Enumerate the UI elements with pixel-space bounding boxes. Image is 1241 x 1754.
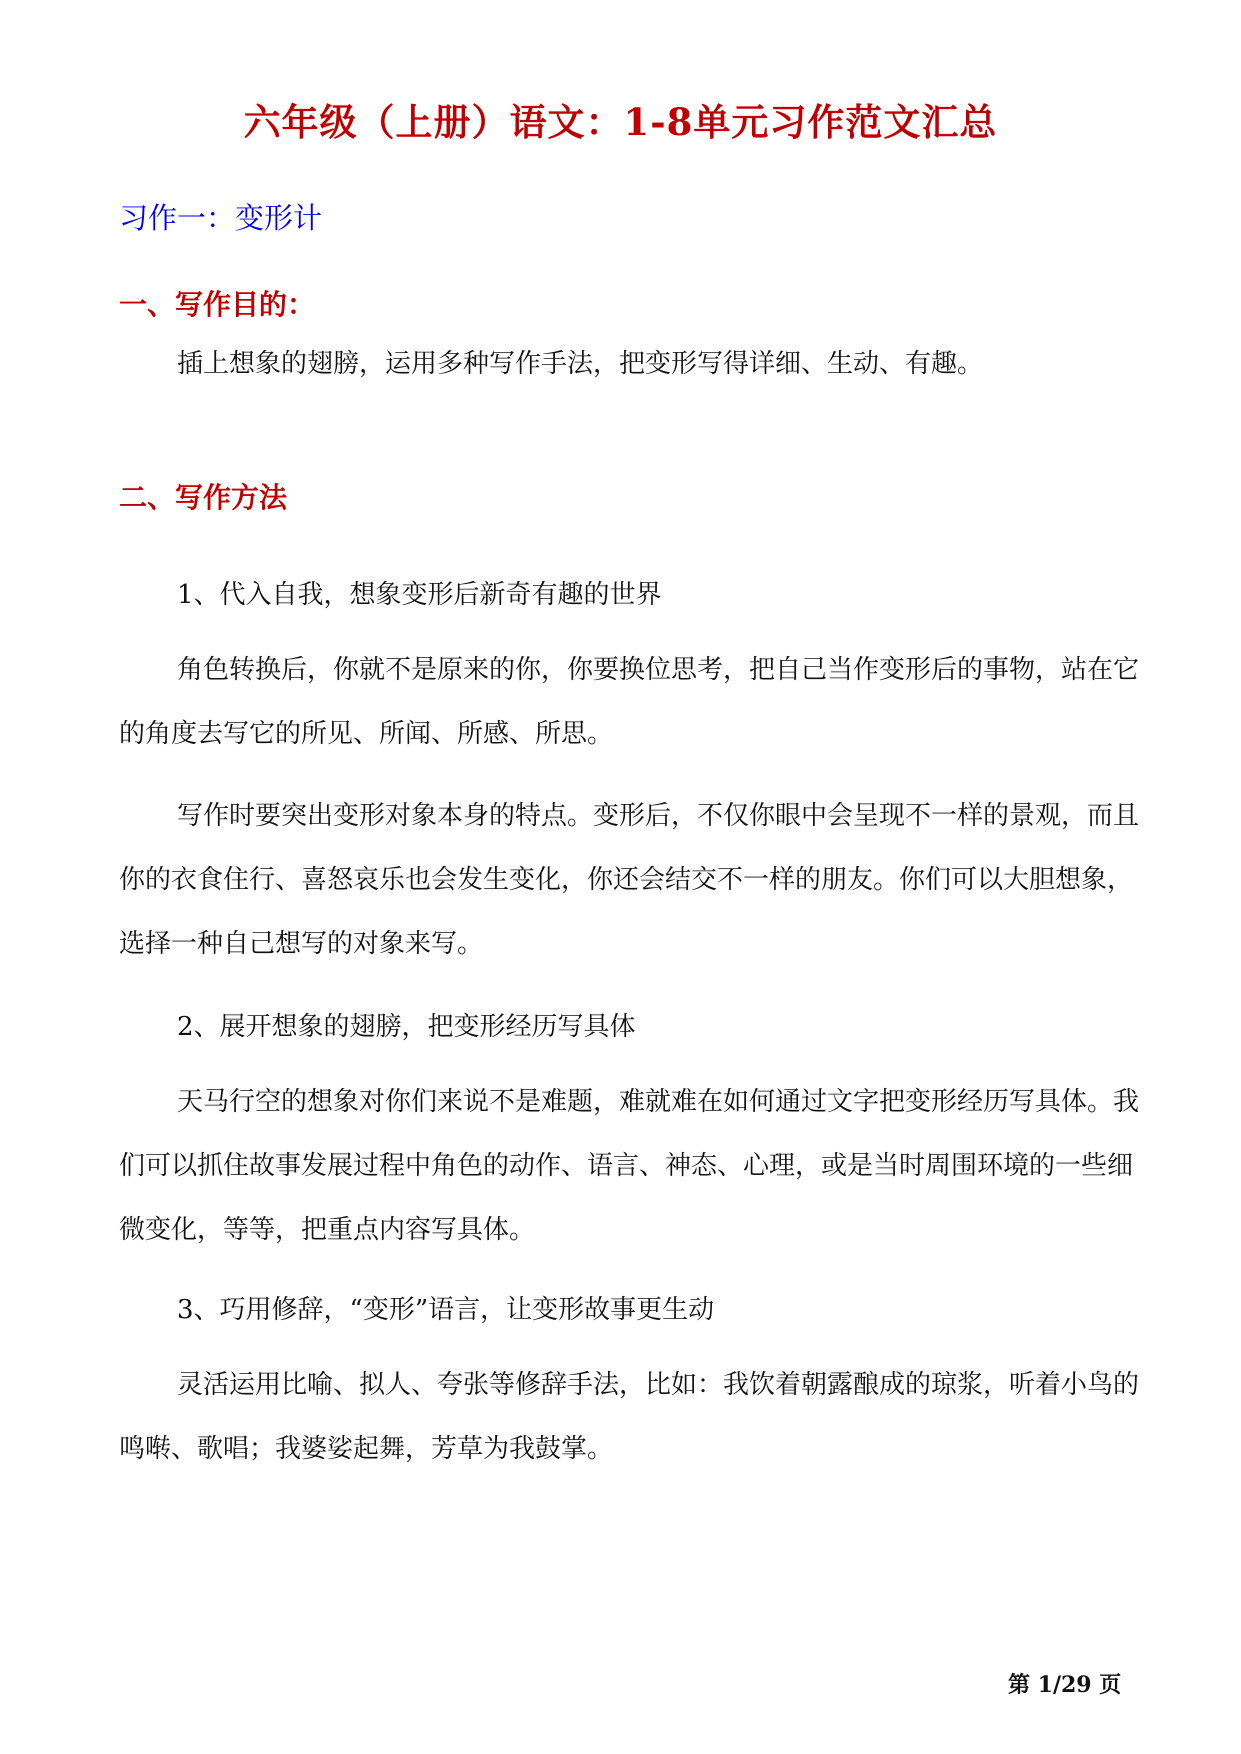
method-1-paragraph-2: 写作时要突出变形对象本身的特点。变形后，不仅你眼中会呈现不一样的景观，而且你的衣食住行、喜怒哀乐也会发生变化，你还会结交不一样的朋友。你们可以大胆想象，选择一种自己想写的对象来写。	[119, 801, 1140, 959]
method-2-paragraph: 天马行空的想象对你们来说不是难题，难就难在如何通过文字把变形经历写具体。我们可以抓住故事发展过程中角色的动作、语言、神态、心理，或是当时周围环境的一些细微变化，等等，把重点内容写具体。	[119, 1087, 1140, 1245]
document-title: 六年级（上册）语文：1-8单元习作范文汇总	[243, 100, 998, 144]
method-1-paragraph-1: 角色转换后，你就不是原来的你，你要换位思考，把自己当作变形后的事物，站在它的角度去写它的所见、所闻、所感、所思。	[119, 655, 1140, 749]
purpose-paragraph: 插上想象的翅膀，运用多种写作手法，把变形写得详细、生动、有趣。	[177, 349, 984, 379]
heading-purpose: 一、写作目的：	[119, 288, 316, 321]
page-number: 第 1/29 页	[1008, 1672, 1122, 1698]
method-1-title: 1、代入自我，想象变形后新奇有趣的世界	[177, 580, 662, 610]
method-2-title: 2、展开想象的翅膀，把变形经历写具体	[177, 1012, 636, 1042]
heading-method: 二、写作方法	[119, 481, 288, 514]
method-3-title: 3、巧用修辞，“变形”语言，让变形故事更生动	[177, 1295, 715, 1325]
section-title: 习作一：变形计	[119, 201, 323, 235]
method-3-paragraph: 灵活运用比喻、拟人、夸张等修辞手法，比如：我饮着朝露酿成的琼浆，听着小鸟的鸣啭、歌唱；我婆娑起舞，芳草为我鼓掌。	[119, 1370, 1140, 1464]
